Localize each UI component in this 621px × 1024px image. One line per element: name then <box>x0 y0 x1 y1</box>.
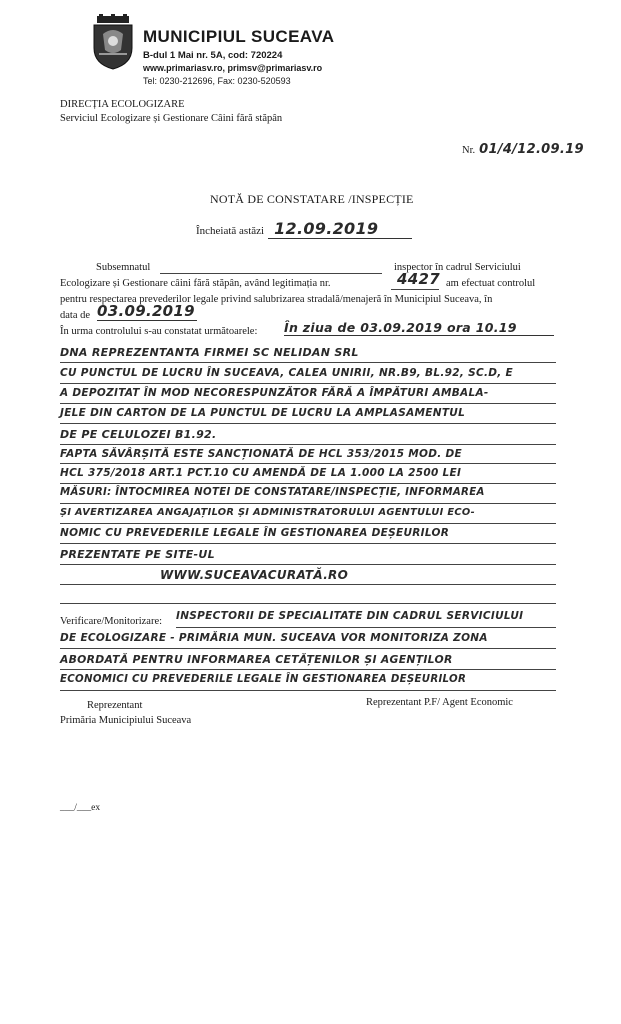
legitimatie-number: 4427 <box>397 270 440 288</box>
finding-line: A DEPOZITAT ÎN MOD NECORESPUNZĂTOR FĂRĂ A ÎMPĂTURI AMBALA- <box>60 387 489 399</box>
verification-line: ECONOMICI CU PREVEDERILE LEGALE ÎN GESTIONAREA DEȘEURILOR <box>60 674 467 685</box>
verification-line: INSPECTORII DE SPECIALITATE DIN CADRUL SERVICIULUI <box>176 610 524 622</box>
verification-label: Verificare/Monitorizare: <box>60 616 163 627</box>
suceava-crest-logo <box>91 14 135 70</box>
concluded-date: 12.09.2019 <box>268 219 412 239</box>
finding-line: DNA REPREZENTANTA FIRMEI SC NELIDAN SRL <box>60 346 359 359</box>
finding-line: CU PUNCTUL DE LUCRU ÎN SUCEAVA, CALEA UNIRII, NR.B9, BL.92, SC.D, E <box>60 367 513 379</box>
findings-lead: În ziua de 03.09.2019 ora 10.19 <box>284 320 554 336</box>
finding-line: HCL 375/2018 ART.1 PCT.10 CU AMENDĂ DE LA 1.000 LA 2500 LEI <box>60 467 462 479</box>
signature-right-label: Reprezentant P.F/ Agent Economic <box>366 697 513 708</box>
finding-line: DE PE CELULOZEI B1.92. <box>60 428 217 441</box>
body-findings-intro: În urma controlului s-au constatat următoarele: <box>60 326 258 337</box>
verification-line: ABORDATĂ PENTRU INFORMAREA CETĂȚENILOR ȘI AGENȚILOR <box>60 653 453 666</box>
header-phone: Tel: 0230-212696, Fax: 0230-520593 <box>143 76 291 86</box>
body-control-text: am efectuat controlul <box>446 278 536 289</box>
finding-line: FAPTA SĂVÂRȘITĂ ESTE SANCȚIONATĂ DE HCL 353/2015 MOD. DE <box>60 448 462 460</box>
header-web-email: www.primariasv.ro, primsv@primariasv.ro <box>143 63 323 73</box>
finding-line: PREZENTATE PE SITE-UL <box>60 548 215 561</box>
verification-line: DE ECOLOGIZARE - PRIMĂRIA MUN. SUCEAVA VOR MONITORIZA ZONA <box>60 632 488 644</box>
signature-left-org: Primăria Municipiului Suceava <box>60 715 192 726</box>
header-address: B-dul 1 Mai nr. 5A, cod: 720224 <box>143 50 283 61</box>
registration-number-label: Nr. <box>462 145 476 156</box>
department-name: DIRECȚIA ECOLOGIZARE <box>60 99 185 110</box>
body-subsemnatul: Subsemnatul <box>96 262 151 273</box>
concluded-label: Încheiată astăzi <box>196 225 265 237</box>
municipality-title: MUNICIPIUL SUCEAVA <box>143 27 335 46</box>
control-date: 03.09.2019 <box>97 302 197 321</box>
registration-number <box>462 140 584 158</box>
document-title: NOTĂ DE CONSTATARE /INSPECȚIE <box>210 192 414 206</box>
finding-line: MĂSURI: ÎNTOCMIREA NOTEI DE CONSTATARE/INSPECȚIE, INFORMAREA <box>60 487 485 498</box>
copies-count: ___/___ex <box>60 803 101 813</box>
body-legal-text: pentru respectarea prevederilor legale privind salubrizarea stradală/menajeră în Municipiul Suceava, în <box>60 294 493 305</box>
concluded-line <box>196 219 412 239</box>
body-legitimatie-text: Ecologizare și Gestionare câini fără stăpân, având legitimația nr. <box>60 278 331 289</box>
finding-line: JELE DIN CARTON DE LA PUNCTUL DE LUCRU LA AMPLASAMENTUL <box>60 407 466 419</box>
body-data-de: data de <box>60 310 91 321</box>
signature-left-label: Reprezentant <box>87 700 143 711</box>
body-inspector-text: inspector în cadrul Serviciului <box>394 262 521 273</box>
registration-number-value: 01/4/12.09.19 <box>479 142 584 157</box>
department-service: Serviciul Ecologizare și Gestionare Câini fără stăpân <box>60 113 283 124</box>
finding-line: ȘI AVERTIZAREA ANGAJAȚILOR ȘI ADMINISTRATORULUI AGENTULUI ECO- <box>60 507 475 518</box>
finding-website: WWW.SUCEAVACURATĂ.RO <box>160 568 349 582</box>
finding-line: NOMIC CU PREVEDERILE LEGALE ÎN GESTIONAREA DEȘEURILOR <box>60 527 450 539</box>
